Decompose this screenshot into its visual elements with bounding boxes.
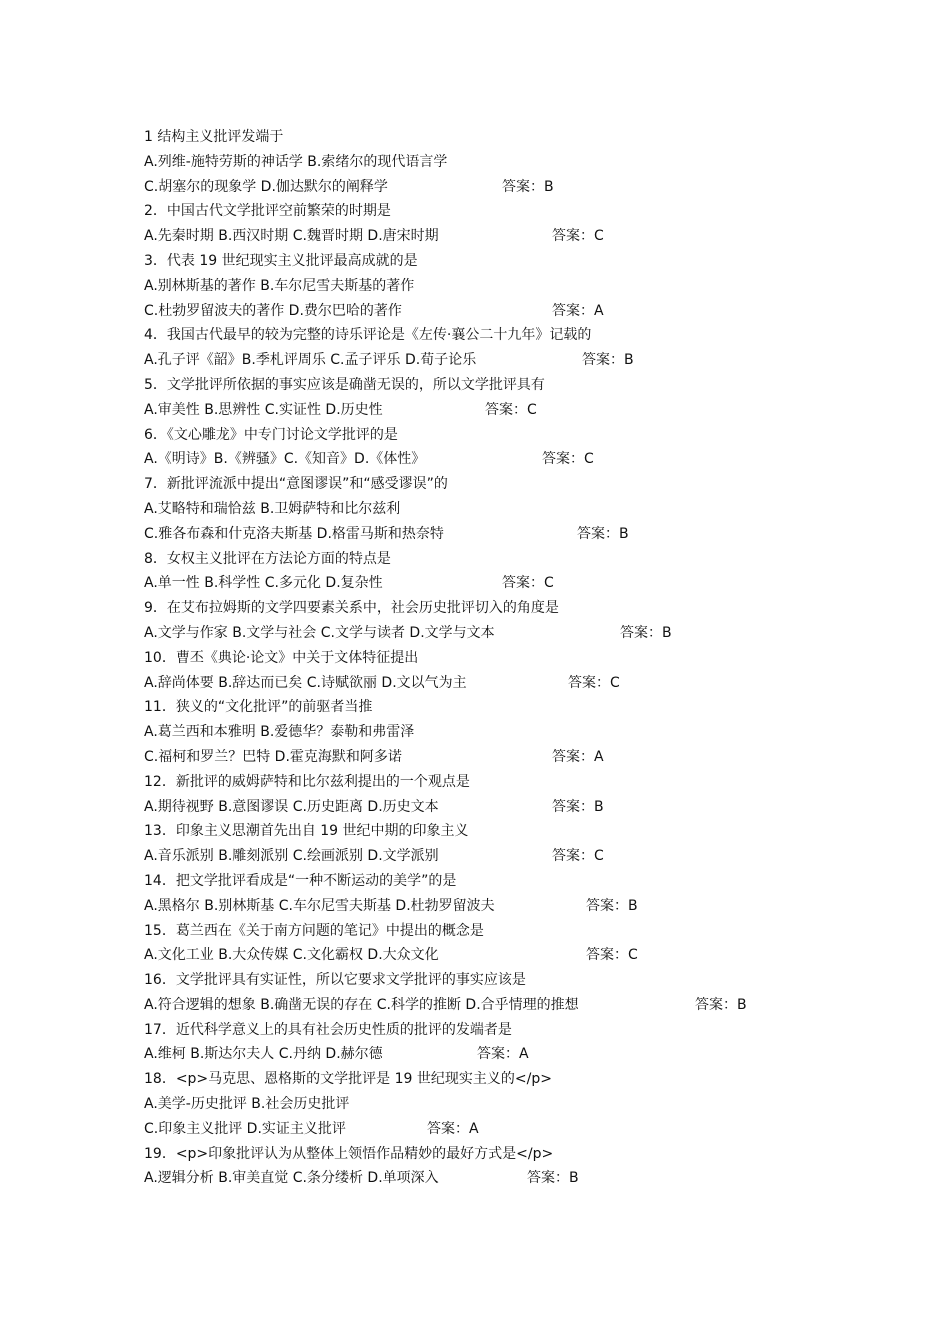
line-text: 2．中国古代文学批评空前繁荣的时期是 xyxy=(144,203,391,220)
options-line xyxy=(144,671,620,696)
answer-label: 答案：C xyxy=(586,947,638,964)
options-line xyxy=(144,299,604,324)
options-line xyxy=(144,745,604,770)
options-line xyxy=(144,1166,591,1191)
line-text: C.印象主义批评 D.实证主义批评 xyxy=(144,1120,346,1137)
line-text: C.杜勃罗留波夫的著作 D.费尔巴哈的著作 xyxy=(144,302,402,319)
line-text: A.符合逻辑的想象 B.确凿无误的存在 C.科学的推断 D.合乎情理的推想 xyxy=(144,996,579,1013)
options-line xyxy=(144,398,591,423)
line-text: A.艾略特和瑞恰兹 B.卫姆萨特和比尔兹利 xyxy=(144,500,401,517)
line-text: A.先秦时期 B.西汉时期 C.魏晋时期 D.唐宋时期 xyxy=(144,228,439,245)
question-line xyxy=(144,199,591,224)
line-text: A.美学-历史批评 B.社会历史批评 xyxy=(144,1096,350,1113)
question-line xyxy=(144,1142,591,1167)
answer-label: 答案：B xyxy=(582,352,634,369)
options-line xyxy=(144,621,672,646)
line-text: 8．女权主义批评在方法论方面的特点是 xyxy=(144,550,391,567)
line-text: C.雅各布森和什克洛夫斯基 D.格雷马斯和热奈特 xyxy=(144,525,444,542)
line-text: A.维柯 B.斯达尔夫人 C.丹纳 D.赫尔德 xyxy=(144,1046,383,1063)
line-text: 11．狭义的“文化批评”的前驱者当推 xyxy=(144,699,373,716)
question-list xyxy=(144,125,747,1191)
question-line xyxy=(144,1018,591,1043)
line-text: A.别林斯基的著作 B.车尔尼雪夫斯基的著作 xyxy=(144,277,415,294)
options-line xyxy=(144,943,638,968)
line-text: 16．文学批评具有实证性，所以它要求文学批评的事实应该是 xyxy=(144,972,526,989)
question-line xyxy=(144,869,591,894)
options-line xyxy=(144,348,634,373)
options-line xyxy=(144,795,604,820)
options-line xyxy=(144,844,604,869)
answer-label: 答案：B xyxy=(695,996,747,1013)
options-line xyxy=(144,894,638,919)
line-text: A.列维-施特劳斯的神话学 B.索绪尔的现代语言学 xyxy=(144,153,448,170)
options-line xyxy=(144,447,594,472)
line-text: 12．新批评的威姆萨特和比尔兹利提出的一个观点是 xyxy=(144,773,470,790)
line-text: A.黑格尔 B.别林斯基 C.车尔尼雪夫斯基 D.杜勃罗留波夫 xyxy=(144,897,495,914)
options-line xyxy=(144,175,591,200)
options-line xyxy=(144,150,591,175)
question-line xyxy=(144,249,591,274)
answer-label: 答案：B xyxy=(577,525,629,542)
line-text: A.音乐派别 B.雕刻派别 C.绘画派别 D.文学派别 xyxy=(144,848,439,865)
line-text: 6．《文心雕龙》中专门讨论文学批评的是 xyxy=(144,426,398,443)
line-text: A.辞尚体要 B.辞达而已矣 C.诗赋欲丽 D.文以气为主 xyxy=(144,674,467,691)
answer-label: 答案：B xyxy=(620,624,672,641)
question-line xyxy=(144,1067,591,1092)
question-line xyxy=(144,472,591,497)
options-line xyxy=(144,224,604,249)
question-line xyxy=(144,547,591,572)
line-text: 10．曹丕《典论·论文》中关于文体特征提出 xyxy=(144,649,419,666)
line-text: 14．把文学批评看成是“一种不断运动的美学”的是 xyxy=(144,872,457,889)
answer-label: 答案：C xyxy=(552,228,604,245)
answer-label: 答案：C xyxy=(542,451,594,468)
line-text: 5．文学批评所依据的事实应该是确凿无误的，所以文学批评具有 xyxy=(144,376,545,393)
answer-label: 答案：C xyxy=(502,575,554,592)
line-text: A.孔子评《韶》B.季札评周乐 C.孟子评乐 D.荀子论乐 xyxy=(144,352,477,369)
line-text: C.福柯和罗兰？巴特 D.霍克海默和阿多诺 xyxy=(144,748,402,765)
line-text: 18．<p>马克思、恩格斯的文学批评是 19 世纪现实主义的</p> xyxy=(144,1071,552,1088)
answer-label: 答案：B xyxy=(527,1170,579,1187)
answer-label: 答案：C xyxy=(485,401,537,418)
answer-label: 答案：A xyxy=(477,1046,529,1063)
answer-label: 答案：A xyxy=(552,748,604,765)
line-text: A.期待视野 B.意图谬误 C.历史距离 D.历史文本 xyxy=(144,798,439,815)
options-line xyxy=(144,497,591,522)
line-text: A.逻辑分析 B.审美直觉 C.条分缕析 D.单项深入 xyxy=(144,1170,439,1187)
question-line xyxy=(144,323,591,348)
line-text: 7．新批评流派中提出“意图谬误”和“感受谬误”的 xyxy=(144,476,448,493)
answer-label: 答案：B xyxy=(552,798,604,815)
line-text: A.葛兰西和本雅明 B.爱德华？泰勒和弗雷泽 xyxy=(144,724,415,741)
question-line xyxy=(144,770,591,795)
line-text: A.文学与作家 B.文学与社会 C.文学与读者 D.文学与文本 xyxy=(144,624,495,641)
question-line xyxy=(144,125,591,150)
options-line xyxy=(144,720,591,745)
line-text: 4．我国古代最早的较为完整的诗乐评论是《左传·襄公二十九年》记载的 xyxy=(144,327,592,344)
line-text: 13．印象主义思潮首先出自 19 世纪中期的印象主义 xyxy=(144,823,469,840)
answer-label: 答案：C xyxy=(568,674,620,691)
question-line xyxy=(144,695,591,720)
question-line xyxy=(144,968,591,993)
line-text: A.单一性 B.科学性 C.多元化 D.复杂性 xyxy=(144,575,383,592)
answer-label: 答案：C xyxy=(552,848,604,865)
question-line xyxy=(144,919,591,944)
options-line xyxy=(144,1092,591,1117)
question-line xyxy=(144,423,591,448)
answer-label: 答案：B xyxy=(586,897,638,914)
line-text: 19．<p>印象批评认为从整体上领悟作品精妙的最好方式是</p> xyxy=(144,1145,554,1162)
line-text: A.文化工业 B.大众传媒 C.文化霸权 D.大众文化 xyxy=(144,947,439,964)
line-text: 15．葛兰西在《关于南方问题的笔记》中提出的概念是 xyxy=(144,922,484,939)
line-text: 1 结构主义批评发端于 xyxy=(144,129,284,145)
question-line xyxy=(144,596,591,621)
question-line xyxy=(144,819,591,844)
options-line xyxy=(144,1042,591,1067)
question-line xyxy=(144,646,591,671)
answer-label: 答案：A xyxy=(552,302,604,319)
answer-label: 答案：A xyxy=(427,1120,479,1137)
options-line xyxy=(144,522,629,547)
line-text: C.胡塞尔的现象学 D.伽达默尔的阐释学 xyxy=(144,178,388,195)
options-line xyxy=(144,274,591,299)
line-text: 3．代表 19 世纪现实主义批评最高成就的是 xyxy=(144,252,418,269)
options-line xyxy=(144,993,747,1018)
answer-label: 答案：B xyxy=(502,178,554,195)
question-line xyxy=(144,373,591,398)
line-text: 9．在艾布拉姆斯的文学四要素关系中，社会历史批评切入的角度是 xyxy=(144,600,559,617)
line-text: A.《明诗》B.《辨骚》C.《知音》D.《体性》 xyxy=(144,451,426,468)
options-line xyxy=(144,1117,591,1142)
options-line xyxy=(144,571,591,596)
line-text: A.审美性 B.思辨性 C.实证性 D.历史性 xyxy=(144,401,383,418)
line-text: 17．近代科学意义上的具有社会历史性质的批评的发端者是 xyxy=(144,1021,512,1038)
